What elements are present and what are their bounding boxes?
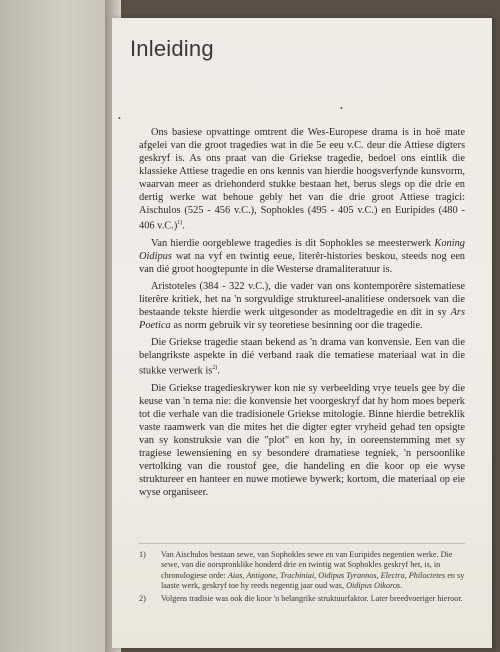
text-run: Van Aischulos bestaan sewe, van Sophokles sewe en van Euripides negentien werke. Die sewe, van die oorspronklike honderd drie en twintig wat Sophokles geskryf het, is, in chronologiese orde: (161, 550, 453, 580)
text-run: Aristoteles (384 - 322 v.C.), die vader van ons kontemporêre sistematiese literêre kritiek, het na 'n sorgvuldige struktureel-analitiese ondersoek van die bestaande tekste hierdie werk uitgesonder as modeltragedie en dit in sy (139, 280, 465, 319)
facing-page-edge (0, 0, 107, 652)
speck-mark: • (118, 114, 121, 123)
footnote-text (161, 550, 465, 592)
italic-title: Oidipus Oikoros (346, 581, 401, 591)
italic-title: Koning Oidipus (139, 237, 465, 262)
body-text (139, 126, 465, 503)
footnote-ref: 1) (177, 220, 183, 227)
paragraph (139, 280, 465, 332)
footnote-ref: 2) (212, 365, 218, 372)
italic-title: Ars Poetica (139, 307, 465, 332)
footnote (139, 594, 465, 604)
italic-title: Aias, Antigone, Trachiniai, Oidipus Tyrannos, Electra, Philoctetes (227, 570, 446, 580)
footnotes (139, 550, 465, 606)
footnote-text (161, 594, 465, 604)
text-run: Ons basiese opvattinge omtrent die Wes-Europese drama is in hoë mate afgelei van die groot tragedies wat in die 5e eeu v.C. deur die Attiese digters geskryf is. As ons praat van die Griekse tragedie, bedoel ons eintlik die klassieke Attiese tragedie en ons kennis van hierdie hoogsverfynde kunsvorm, waarvan meer as driehonderd stukke bestaan het, berus slegs op die drie en dertig werke wat behoue gebly het van die drie groot Attiese tragici: Aischulos (525 - 456 v.C.), Sophokles (495 - 405 v.C.) en Euripides (480 - 406 v.C.) (139, 127, 465, 232)
speck-mark: • (340, 104, 343, 113)
text-run: Die Griekse tragedie staan bekend as 'n drama van konvensie. Een van die belangrikste aspekte in dié verband raak die tematiese materiaal wat in die stukke verwerk is (139, 337, 465, 377)
footnote-rule (139, 543, 465, 544)
paragraph (139, 336, 465, 378)
text-run: . (182, 220, 185, 232)
footnote-number: 2) (139, 593, 146, 603)
text-run: as norm gebruik vir sy teoretiese besinning oor die tragedie. (170, 320, 423, 332)
text-run: en sy laaste werk, geskryf toe hy reeds negentig jaar oud was, (161, 570, 465, 591)
text-run: wat na vyf en twintig eeue, literêr-histories beskou, steeds nog een van dié groot hoogtepunte in die Westerse dramaliteratuur is. (139, 250, 465, 275)
footnote-number: 1) (139, 550, 146, 559)
book-page (112, 18, 492, 648)
page-title: Inleiding (130, 36, 214, 61)
paragraph (139, 237, 465, 276)
text-run: Die Griekse tragedieskrywer kon nie sy verbeelding vrye teuels gee by die keuse van 'n tema nie: die konvensie het voorgeskryf dat hy hom moes beperk tot die verhale van die tradisionele Griekse mitologie. Binne hierdie betreklik vaste raamwerk van die mites het die digter egter vryheid gehad ten opsigte van sy konstruksie van die "plot" en kon hy, in ooreenstemming met sy tragiese lewensiening en sy besondere dramatiese tegniek, 'n persoonlike vertolking van die roustof gee, die handeling en die koor op eie wyse struktureer en hanteer en nuwe motiewe bywerk; kortom, die materiaal op eie wyse organiseer. (139, 382, 465, 499)
text-run: . (217, 365, 220, 377)
text-run: . (400, 581, 403, 591)
paragraph (139, 382, 465, 499)
text-run: Volgens tradisie was ook die koor 'n belangrike struktuurfaktor. Later breedvoeriger hieroor. (161, 593, 463, 603)
paragraph (139, 126, 465, 233)
text-run: Van hierdie oorgeblewe tragedies is dit Sophokles se meesterwerk (151, 237, 435, 249)
footnote (139, 550, 465, 592)
